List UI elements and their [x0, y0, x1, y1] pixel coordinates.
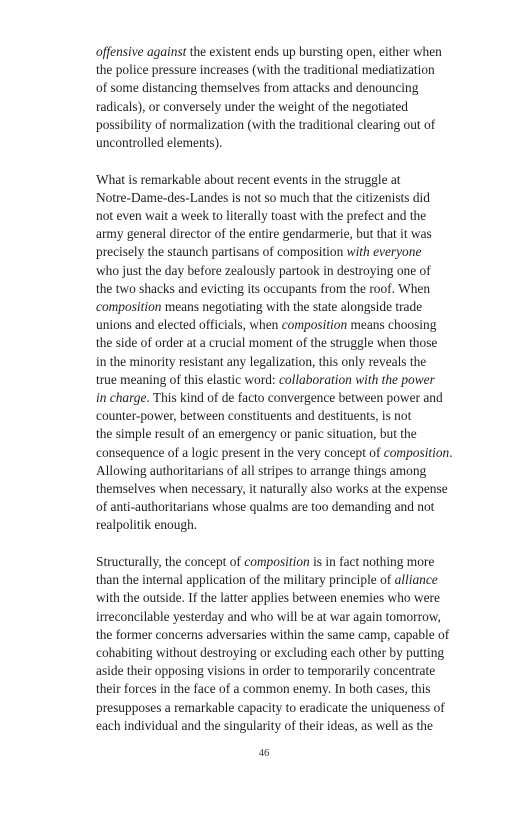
text-run: the former concerns adversaries within the same camp, capable of [96, 626, 450, 642]
text-run: the police pressure increases (with the traditional mediatization [96, 62, 435, 78]
text-line [96, 262, 486, 280]
text-run: . [449, 444, 453, 460]
text-run: of some distancing themselves from attacks and denouncing [96, 80, 419, 96]
text-line [96, 662, 486, 680]
text-line [96, 425, 486, 443]
text-line [96, 79, 486, 97]
text-run: of anti-authoritarians whose qualms are too demanding and not [96, 499, 435, 515]
text-run: cohabiting without destroying or excluding each other by putting [96, 645, 445, 661]
text-line [96, 462, 486, 480]
text-line [96, 553, 486, 571]
text-run: the side of order at a crucial moment of the struggle when those [96, 335, 438, 351]
emphasis-text: composition [281, 317, 348, 333]
emphasis-text: composition [244, 554, 310, 570]
text-run: is in fact nothing more [309, 554, 435, 570]
text-run: radicals), or conversely under the weight of the negotiated [96, 98, 408, 114]
text-line [96, 243, 486, 261]
text-run: What is remarkable about recent events in the struggle at [96, 171, 401, 187]
text-run: Structurally, the concept of [96, 554, 245, 570]
text-line [96, 353, 486, 371]
text-run: uncontrolled elements). [96, 135, 223, 151]
text-line [96, 98, 486, 116]
text-run: not even wait a week to literally toast with the prefect and the [96, 208, 427, 224]
text-line [96, 43, 486, 61]
text-line [96, 407, 486, 425]
text-run: army general director of the entire gendarmerie, but that it was [96, 226, 432, 242]
text-run: Allowing authoritarians of all stripes to arrange things among [96, 462, 427, 478]
text-line [96, 608, 486, 626]
text-line [96, 516, 486, 534]
text-run: presupposes a remarkable capacity to eradicate the uniqueness of [96, 699, 445, 715]
text-run: true meaning of this elastic word: [96, 371, 279, 387]
page-number: 46 [258, 748, 270, 759]
body-text [96, 43, 486, 753]
text-run: the simple result of an emergency or panic situation, but the [96, 426, 417, 442]
text-line [96, 444, 486, 462]
text-line [96, 134, 486, 152]
text-line [96, 298, 486, 316]
text-run: realpolitik enough. [96, 517, 198, 533]
text-run: unions and elected officials, when [96, 317, 282, 333]
text-line [96, 316, 486, 334]
emphasis-text: with everyone [346, 244, 422, 260]
text-line [96, 571, 486, 589]
text-run: their forces in the face of a common enemy. In both cases, this [96, 681, 431, 697]
text-run: each individual and the singularity of their ideas, as well as the [96, 717, 433, 733]
text-line [96, 280, 486, 298]
emphasis-text: composition [383, 444, 450, 460]
text-line [96, 699, 486, 717]
text-run: means choosing [347, 317, 437, 333]
text-run: possibility of normalization (with the traditional clearing out of [96, 116, 436, 132]
text-line [96, 498, 486, 516]
text-line [96, 207, 486, 225]
paragraph [96, 553, 486, 735]
text-line [96, 589, 486, 607]
emphasis-text: composition [96, 299, 162, 315]
text-run: aside their opposing visions in order to temporarily concentrate [96, 663, 436, 679]
text-run: in the minority resistant any legalization, this only reveals the [96, 353, 427, 369]
text-run: themselves when necessary, it naturally also works at the expense [96, 481, 448, 497]
text-run: irreconcilable yesterday and who will be at war again tomorrow, [96, 608, 441, 624]
emphasis-text: offensive against [96, 44, 187, 59]
text-line [96, 389, 486, 407]
text-run: Notre-Dame-des-Landes is not so much that the citizenists did [96, 189, 430, 205]
text-run: . This kind of de facto convergence between power and [146, 390, 443, 406]
text-run: means negotiating with the state alongside trade [161, 299, 423, 315]
emphasis-text: collaboration with the power [278, 371, 435, 387]
text-line [96, 480, 486, 498]
text-line [96, 644, 486, 662]
text-line [96, 171, 486, 189]
paragraph [96, 171, 486, 535]
text-run: precisely the staunch partisans of composition [96, 244, 347, 260]
text-line [96, 626, 486, 644]
text-run: counter-power, between constituents and destituents, is not [96, 408, 412, 424]
emphasis-text: in charge [96, 390, 147, 406]
text-run: the existent ends up bursting open, either when [186, 44, 442, 59]
text-line [96, 717, 486, 735]
paragraph [96, 43, 486, 152]
text-line [96, 116, 486, 134]
text-line [96, 371, 486, 389]
text-line [96, 189, 486, 207]
text-run: with the outside. If the latter applies between enemies who were [96, 590, 440, 606]
text-run: than the internal application of the military principle of [96, 572, 395, 588]
text-run: who just the day before zealously partook in destroying one of [96, 262, 431, 278]
text-line [96, 61, 486, 79]
text-run: the two shacks and evicting its occupants from the roof. When [96, 280, 431, 296]
emphasis-text: alliance [394, 572, 438, 588]
text-line [96, 225, 486, 243]
text-line [96, 680, 486, 698]
text-run: consequence of a logic present in the very concept of [96, 444, 384, 460]
text-line [96, 334, 486, 352]
